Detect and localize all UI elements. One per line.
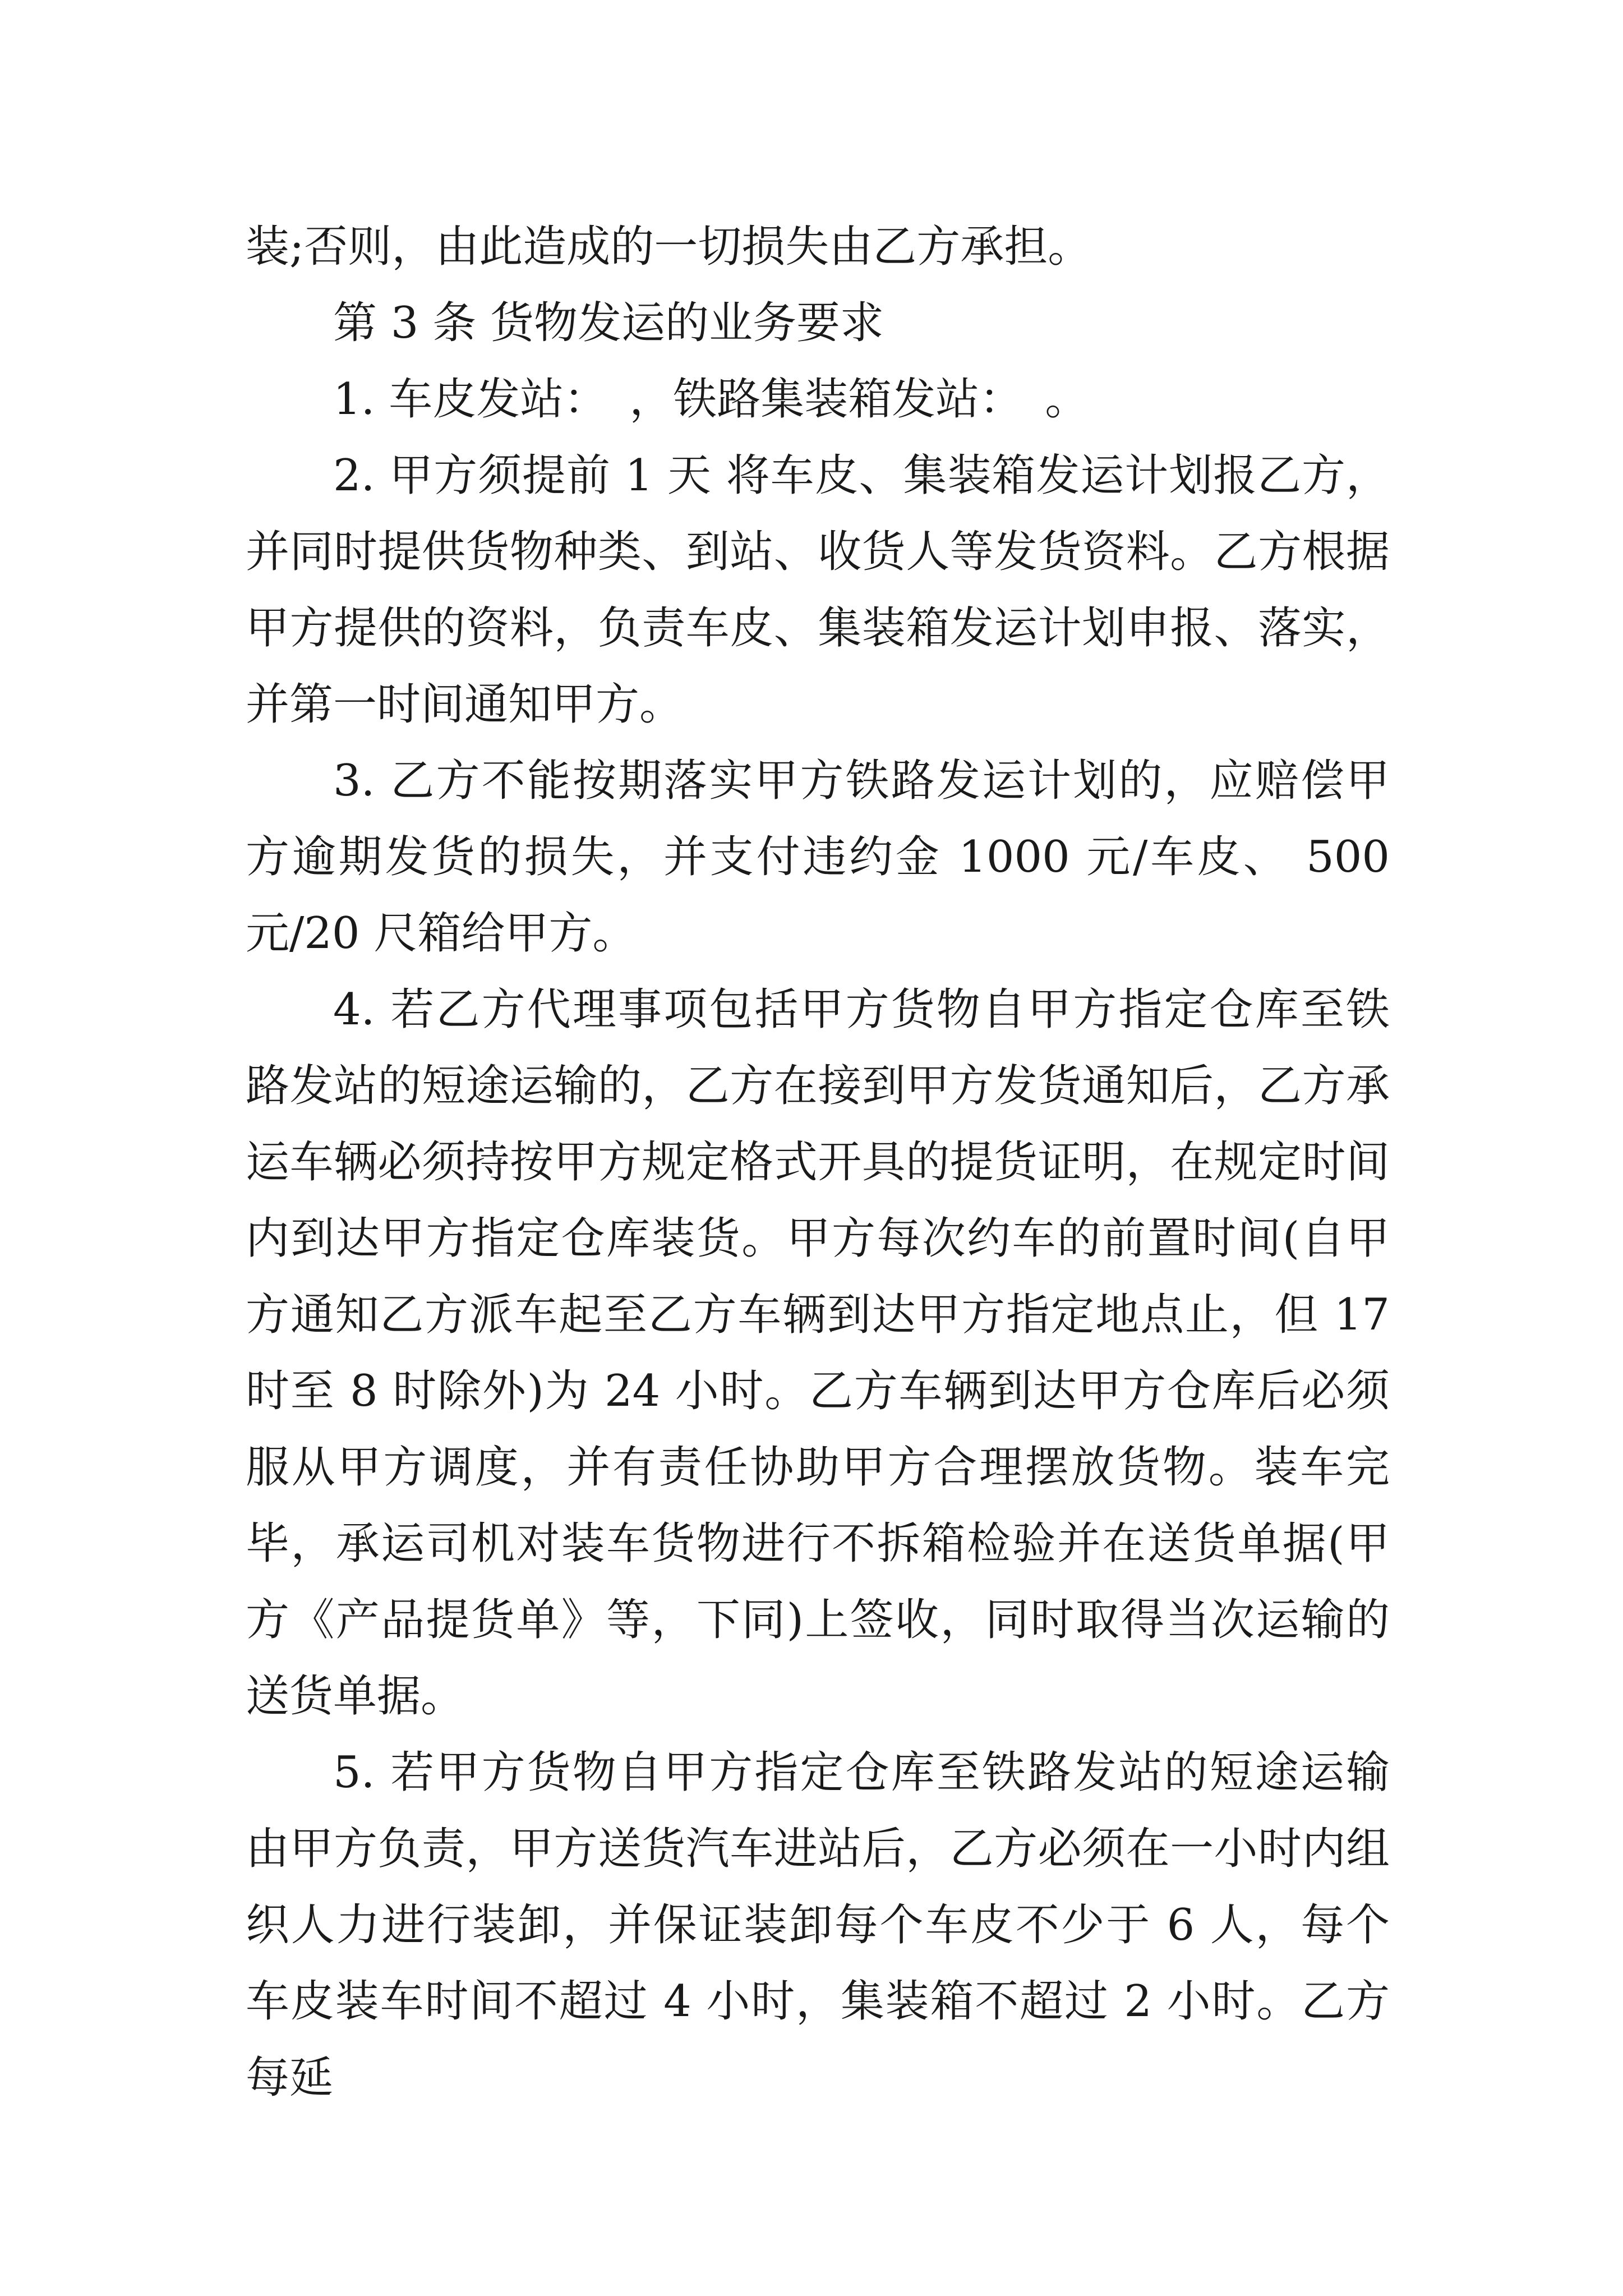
article-3-heading: 第 3 条 货物发运的业务要求 — [333, 298, 884, 348]
paragraph-item-1: 1. 车皮发站： ，铁路集装箱发站： 。 — [333, 374, 1089, 425]
paragraph-item-5: 5. 若甲方货物自甲方指定仓库至铁路发站的短途运输由甲方负责，甲方送货汽车进站后，乙方必须在一小时内组织人力进行装卸，并保证装卸每个车皮不少于 6 人，每个车皮装车时间不超过 4 小时，集装箱不超过 2 小时。乙方每延 — [246, 1747, 1390, 2103]
paragraph-item-2: 2. 甲方须提前 1 天 将车皮、集装箱发运计划报乙方，并同时提供货物种类、到站、收货人等发货资料。乙方根据甲方提供的资料，负责车皮、集装箱发运计划申报、落实，并第一时间通知甲方。 — [246, 450, 1390, 730]
contract-text — [246, 209, 1390, 2116]
paragraph-item-4: 4. 若乙方代理事项包括甲方货物自甲方指定仓库至铁路发站的短途运输的，乙方在接到甲方发货通知后，乙方承运车辆必须持按甲方规定格式开具的提货证明，在规定时间内到达甲方指定仓库装货。甲方每次约车的前置时间(自甲方通知乙方派车起至乙方车辆到达甲方指定地点止，但 17 时至 8 时除外)为 24 小时。乙方车辆到达甲方仓库后必须服从甲方调度，并有责任协助甲方合理摆放货物。装车完毕，承运司机对装车货物进行不拆箱检验并在送货单据(甲方《产品提货单》等，下同)上签收，同时取得当次运输的送货单据。 — [246, 984, 1390, 1722]
paragraph-item-3: 3. 乙方不能按期落实甲方铁路发运计划的，应赔偿甲方逾期发货的损失，并支付违约金 1000 元/车皮、 500 元/20 尺箱给甲方。 — [246, 756, 1390, 959]
paragraph-continuation: 装;否则，由此造成的一切损失由乙方承担。 — [246, 222, 1092, 272]
